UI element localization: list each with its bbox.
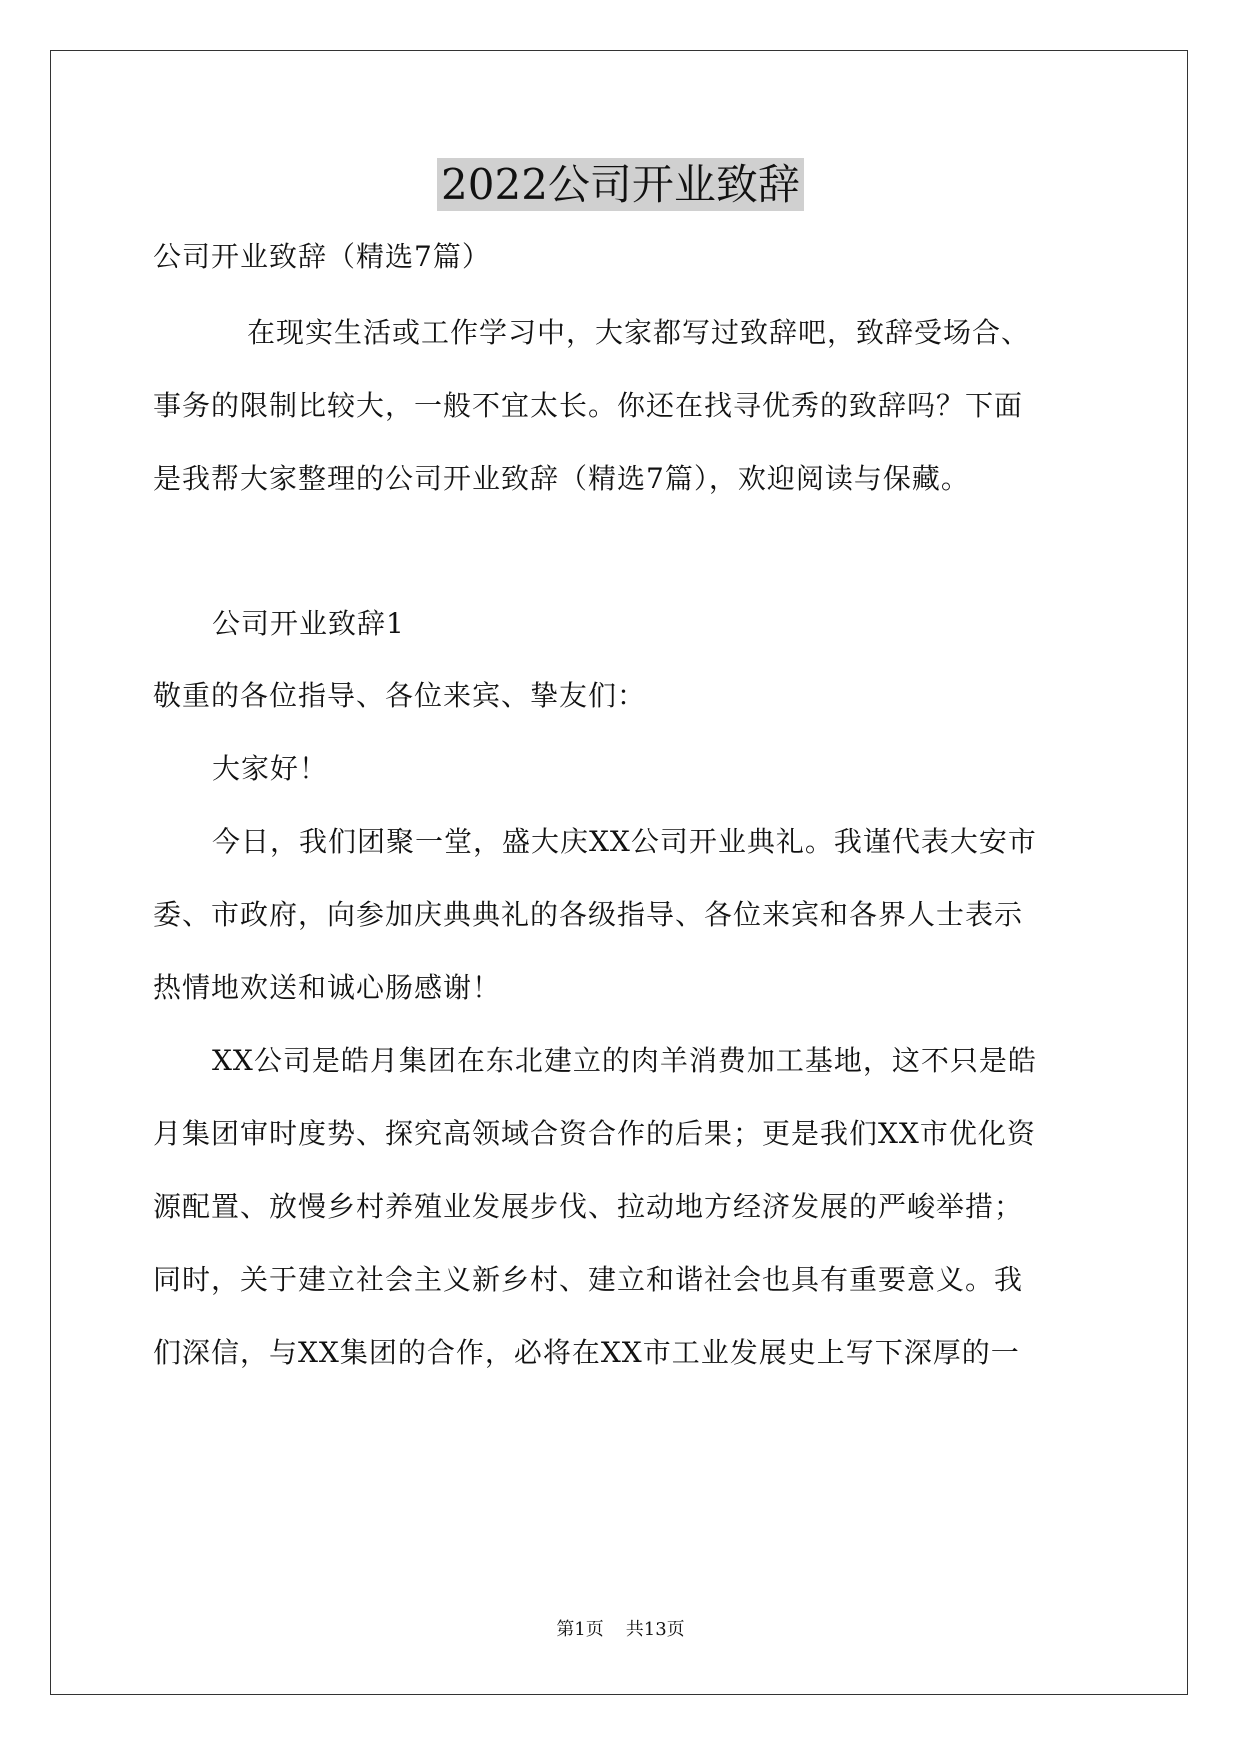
intro-line: 是我帮大家整理的公司开业致辞（精选7篇），欢迎阅读与保藏。 (153, 462, 970, 495)
page-number: 第1页 (556, 1619, 604, 1640)
page-footer (0, 1618, 1241, 1642)
paragraph-line: 委、市政府，向参加庆典典礼的各级指导、各位来宾和各界人士表示 (153, 898, 1024, 931)
intro-line: 在现实生活或工作学习中，大家都写过致辞吧，致辞受场合、 (247, 316, 1031, 349)
section-heading: 公司开业致辞1 (212, 607, 405, 640)
intro-line: 事务的限制比较大，一般不宜太长。你还在找寻优秀的致辞吗？下面 (153, 389, 1024, 422)
salutation: 敬重的各位指导、各位来宾、挚友们： (153, 679, 647, 712)
greeting: 大家好！ (212, 752, 329, 785)
page-total: 共13页 (625, 1619, 685, 1640)
paragraph-line: 源配置、放慢乡村养殖业发展步伐、拉动地方经济发展的严峻举措； (153, 1190, 1024, 1223)
document-title-text: 2022公司开业致辞 (437, 158, 804, 211)
paragraph-line: XX公司是皓月集团在东北建立的肉羊消费加工基地，这不只是皓 (212, 1044, 1037, 1077)
paragraph-line: 热情地欢送和诚心肠感谢！ (153, 971, 502, 1004)
page-border (50, 50, 1188, 1695)
document-subtitle: 公司开业致辞（精选7篇） (153, 240, 491, 273)
paragraph-line: 们深信，与XX集团的合作，必将在XX市工业发展史上写下深厚的一 (153, 1336, 1020, 1369)
paragraph-line: 月集团审时度势、探究高领域合资合作的后果；更是我们XX市优化资 (153, 1117, 1036, 1150)
paragraph-line: 今日，我们团聚一堂，盛大庆XX公司开业典礼。我谨代表大安市 (212, 825, 1037, 858)
paragraph-line: 同时，关于建立社会主义新乡村、建立和谐社会也具有重要意义。我 (153, 1263, 1024, 1296)
document-title (0, 155, 1241, 215)
